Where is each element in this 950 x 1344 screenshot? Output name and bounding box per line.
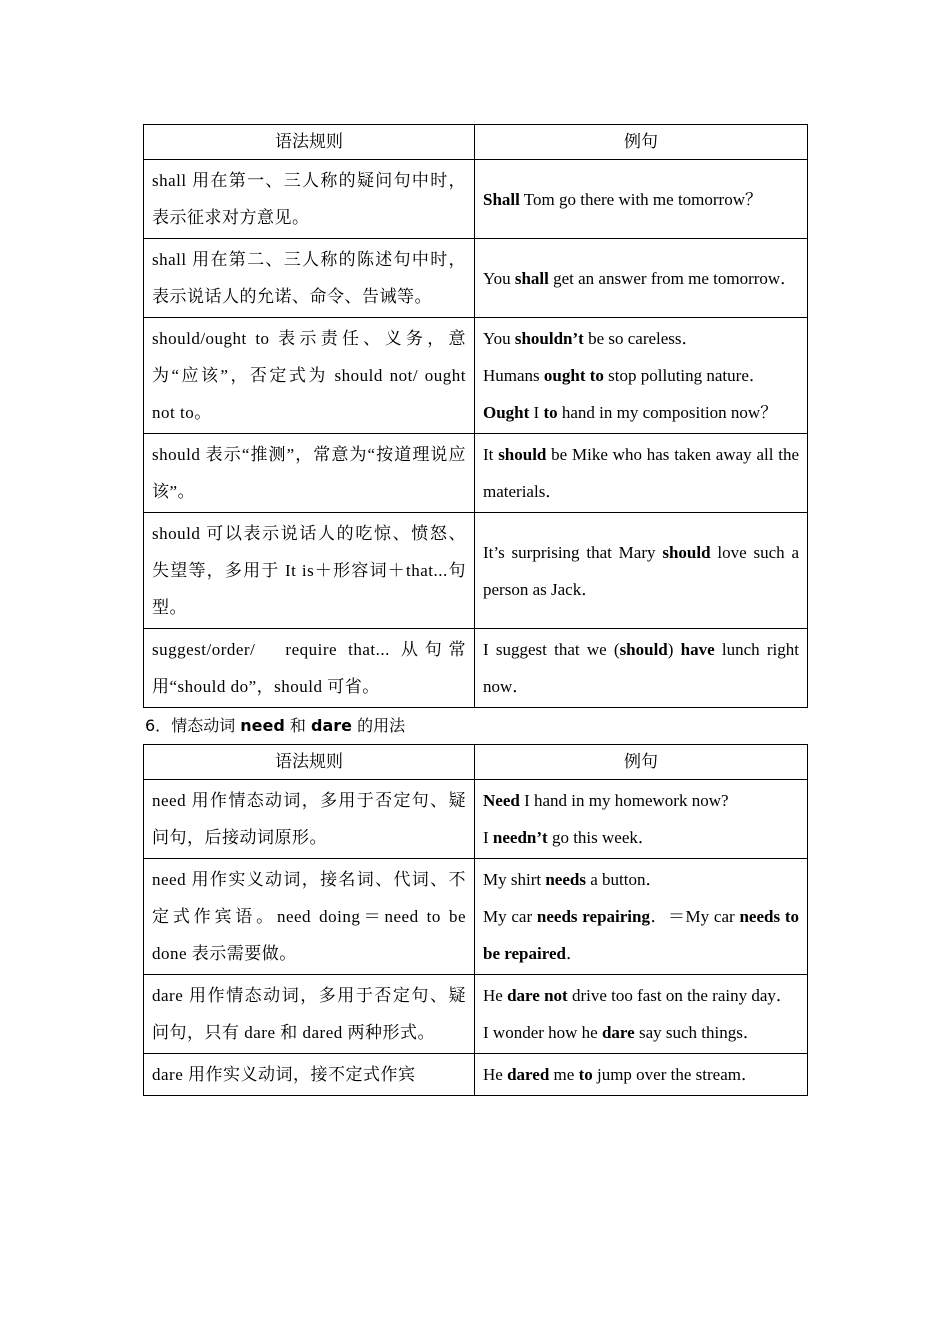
example-sentence [483, 357, 799, 394]
example-cell [475, 239, 808, 318]
example-text: say such things． [634, 1023, 760, 1042]
example-cell [475, 859, 808, 975]
grammar-rule-cell: suggest/order/ require that... 从句常用“should do”，should 可省。 [144, 629, 475, 708]
example-text: He [483, 1065, 508, 1084]
example-cell [475, 434, 808, 513]
example-text: me [549, 1065, 579, 1084]
example-sentence [483, 436, 799, 510]
example-cell [475, 1054, 808, 1096]
example-text: stop polluting nature． [603, 366, 766, 385]
example-keyword: Need [483, 791, 520, 810]
example-sentence [483, 1014, 799, 1051]
example-sentence [483, 782, 799, 819]
grammar-rule-cell: should 表示“推测”，常意为“按道理说应该”。 [144, 434, 475, 513]
section-6-heading [143, 708, 807, 744]
example-text: I hand in my homework now? [519, 791, 729, 810]
section-title-post: 的用法 [352, 716, 406, 735]
table-row [144, 239, 808, 318]
table-row [144, 975, 808, 1054]
example-text: be so careless． [583, 329, 699, 348]
example-text: It’s surprising that Mary [483, 542, 663, 562]
example-text: jump over the stream． [592, 1065, 758, 1084]
example-sentence [483, 394, 799, 431]
grammar-rule-cell: dare 用作情态动词，多用于否定句、疑问句，只有 dare 和 dared 两种形式。 [144, 975, 475, 1054]
table-row [144, 1054, 808, 1096]
example-sentence [483, 631, 799, 705]
section-number: 6． [145, 716, 172, 735]
table-row [144, 629, 808, 708]
table-row [144, 780, 808, 859]
header-grammar-rule: 语法规则 [144, 745, 475, 780]
example-text: drive too fast on the rainy day． [567, 986, 793, 1005]
example-keyword: shouldn’t [514, 329, 584, 348]
section-title-need: need [240, 716, 285, 735]
example-keyword: shall [514, 268, 549, 288]
table-body [144, 160, 808, 708]
table-row [144, 434, 808, 513]
example-cell [475, 780, 808, 859]
section-title-pre: 情态动词 [171, 716, 241, 735]
example-sentence [483, 861, 799, 898]
example-text: love such a person as Jack． [483, 542, 799, 599]
example-text: I wonder how he [483, 1023, 602, 1042]
table-header-row [144, 745, 808, 780]
example-text: lunch right now． [483, 640, 799, 696]
example-keyword: have [680, 640, 715, 659]
example-keyword: dared [507, 1065, 550, 1084]
example-sentence [483, 320, 799, 357]
example-text: ．＝My car [649, 907, 740, 926]
example-sentence [483, 977, 799, 1014]
example-keyword: should [662, 542, 711, 562]
example-text: You [483, 329, 515, 348]
example-keyword: needn’t [492, 828, 548, 847]
example-text: a button． [585, 870, 663, 889]
example-text: It [483, 445, 499, 464]
example-keyword: to [543, 403, 558, 422]
header-grammar-rule: 语法规则 [144, 125, 475, 160]
table-header-row [144, 125, 808, 160]
example-text: go this week． [547, 828, 655, 847]
example-text: ) [667, 640, 681, 659]
example-text: Tom go there with me tomorrow？ [519, 189, 762, 209]
example-text: get an answer from me tomorrow． [548, 268, 798, 288]
example-text: hand in my composition now？ [557, 403, 778, 422]
example-text: I [483, 828, 493, 847]
section-title-dare: dare [311, 716, 353, 735]
example-text: You [483, 268, 515, 288]
header-example: 例句 [475, 125, 808, 160]
grammar-rule-cell: dare 用作实义动词，接不定式作宾 [144, 1054, 475, 1096]
example-keyword: needs repairing [536, 907, 650, 926]
example-sentence [483, 1056, 799, 1093]
example-cell [475, 513, 808, 629]
example-keyword: ought to [543, 366, 604, 385]
example-cell [475, 160, 808, 239]
example-keyword: dare not [507, 986, 568, 1005]
grammar-rule-cell: shall 用在第一、三人称的疑问句中时，表示征求对方意见。 [144, 160, 475, 239]
example-cell [475, 318, 808, 434]
header-example: 例句 [475, 745, 808, 780]
table-row [144, 318, 808, 434]
example-sentence [483, 260, 799, 297]
example-keyword: to [578, 1065, 593, 1084]
example-keyword: should [619, 640, 668, 659]
shall-should-table [143, 124, 808, 708]
table-row [144, 160, 808, 239]
example-text: I [529, 403, 544, 422]
example-text: My shirt [483, 870, 546, 889]
example-text: ． [565, 944, 583, 963]
table-row [144, 859, 808, 975]
example-keyword: needs to be repaired [483, 907, 799, 963]
example-sentence [483, 534, 799, 608]
example-cell [475, 629, 808, 708]
example-cell [475, 975, 808, 1054]
section-title-and: 和 [284, 716, 312, 735]
grammar-rule-cell: need 用作情态动词，多用于否定句、疑问句，后接动词原形。 [144, 780, 475, 859]
example-keyword: Ought [483, 403, 530, 422]
grammar-rule-cell: should/ought to 表示责任、义务，意为“应该”，否定式为 should not/ ought not to。 [144, 318, 475, 434]
example-keyword: dare [601, 1023, 635, 1042]
example-keyword: should [498, 445, 547, 464]
example-keyword: needs [545, 870, 586, 889]
example-text: I suggest that we ( [483, 640, 620, 659]
example-sentence [483, 819, 799, 856]
example-text: Humans [483, 366, 544, 385]
example-text: be Mike who has taken away all the materials． [483, 445, 800, 501]
example-keyword: Shall [483, 189, 520, 209]
example-sentence [483, 898, 799, 972]
example-sentence [483, 181, 799, 218]
document-page [143, 124, 807, 1096]
need-dare-table [143, 744, 808, 1096]
grammar-rule-cell: shall 用在第二、三人称的陈述句中时，表示说话人的允诺、命令、告诫等。 [144, 239, 475, 318]
table-row [144, 513, 808, 629]
example-text: My car [483, 907, 537, 926]
example-text: He [483, 986, 508, 1005]
grammar-rule-cell: should 可以表示说话人的吃惊、愤怒、失望等，多用于 It is＋形容词＋that...句型。 [144, 513, 475, 629]
grammar-rule-cell: need 用作实义动词，接名词、代词、不定式作宾语。need doing＝need to be done 表示需要做。 [144, 859, 475, 975]
table-body [144, 780, 808, 1096]
